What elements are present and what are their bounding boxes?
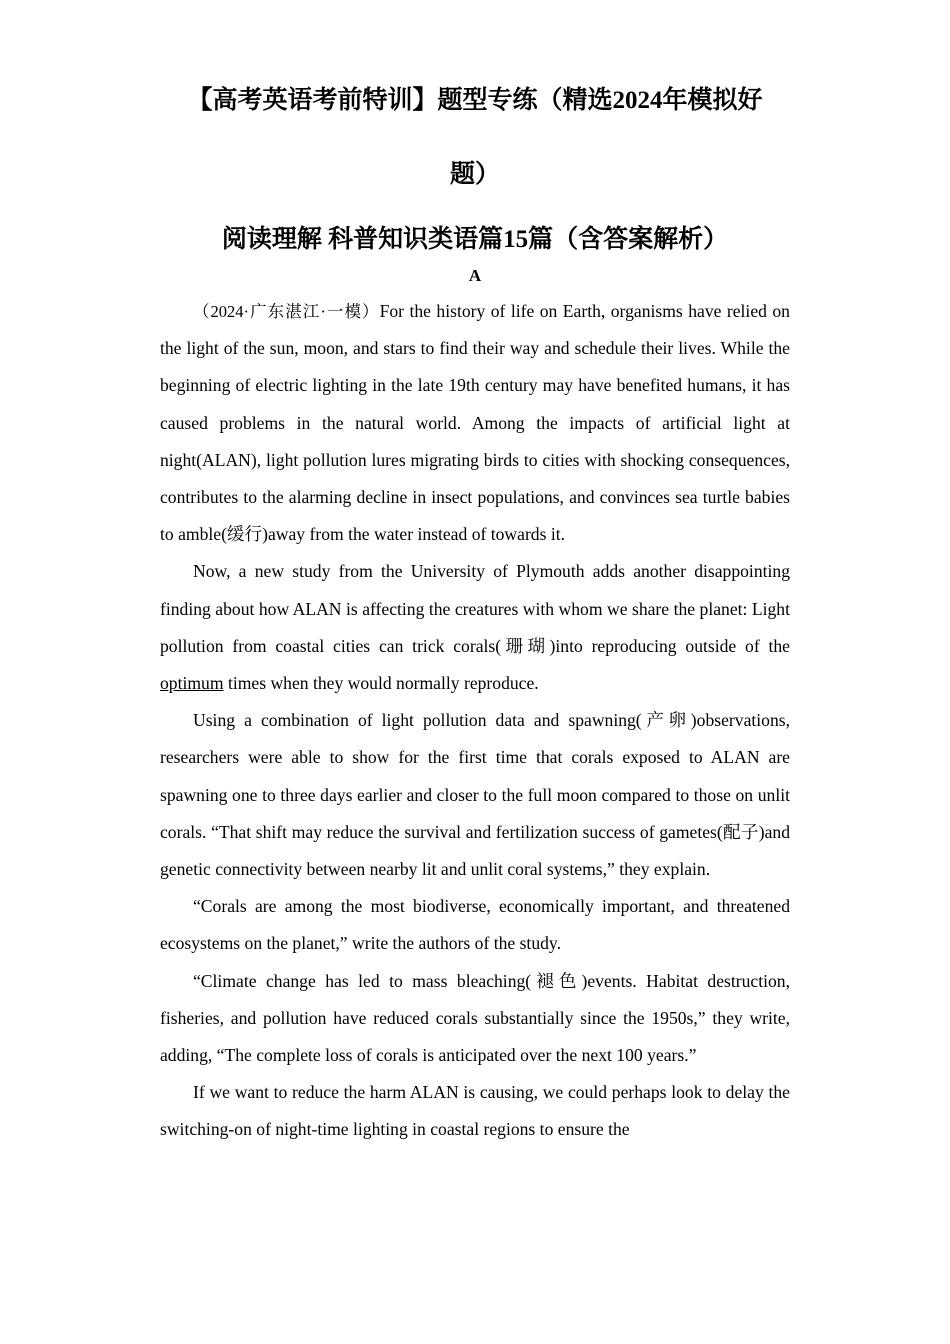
paragraph-1 — [160, 293, 790, 553]
paragraph-2 — [160, 553, 790, 702]
paragraph-1-text: For the history of life on Earth, organisms have relied on the light of the sun, moon, and stars to find their way and schedule their lives. While the beginning of electric lighting in the late 19th century may have benefited humans, it has caused problems in the natural world. Among the impacts of artificial light at night(ALAN), light pollution lures migrating birds to cities with shocking consequences, contributes to the alarming decline in insect populations, and convinces sea turtle babies to amble(缓行)away from the water instead of towards it. — [160, 301, 790, 545]
underlined-word: optimum — [160, 673, 224, 694]
passage-letter: A — [468, 266, 482, 285]
source-citation: （2024·广东湛江·一模） — [193, 302, 380, 321]
paragraph-3: Using a combination of light pollution data and spawning(产卵)observations, researchers were able to show for the first time that corals exposed to ALAN are spawning one to three days earlier and closer to the full moon compared to those on unlit corals. “That shift may reduce the survival and fertilization success of gametes(配子)and genetic connectivity between nearby lit and unlit coral systems,” they explain. — [160, 710, 790, 880]
paragraph-5: “Climate change has led to mass bleaching(褪色)events. Habitat destruction, fisheries, and pollution have reduced corals substantially since the 1950s,” they write, adding, “The complete loss of corals is anticipated over the next 100 years.” — [160, 970, 790, 1066]
document-title-line1: 【高考英语考前特训】题型专练（精选2024年模拟好 — [187, 87, 763, 114]
section-subtitle: 阅读理解 科普知识类语篇15篇（含答案解析） — [221, 226, 729, 253]
article-body — [160, 293, 790, 1149]
paragraph-6: If we want to reduce the harm ALAN is causing, we could perhaps look to delay the switching-on of night-time lighting in coastal regions to ensure the — [160, 1082, 790, 1140]
paragraph-4: “Corals are among the most biodiverse, economically important, and threatened ecosystems on the planet,” write the authors of the study. — [160, 896, 790, 954]
paragraph-2-before: Now, a new study from the University of Plymouth adds another disappointing finding about how ALAN is affecting the creatures with whom we share the planet: Light pollution from coastal cities can trick corals(珊瑚)into reproducing outside of the — [160, 561, 790, 656]
paragraph-2-after: times when they would normally reproduce. — [223, 673, 539, 694]
document-title-line2: 题） — [449, 161, 500, 188]
